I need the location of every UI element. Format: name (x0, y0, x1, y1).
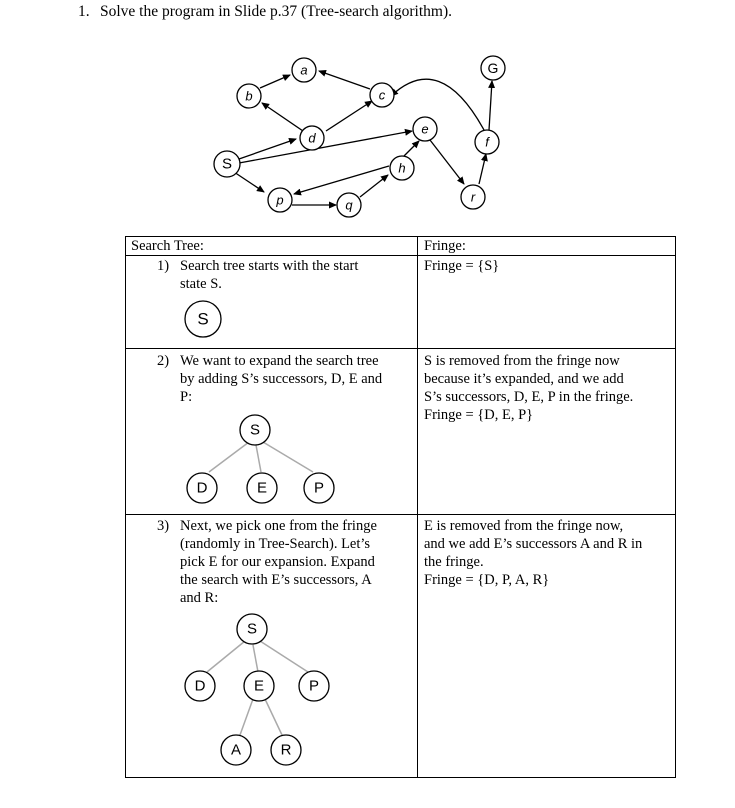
tree2-label-E: E (256, 479, 268, 497)
step-3-fringe: E is removed from the fringe now, and we add E’s successors A and R in the fringe. Fringe = {D, P, A, R} (424, 518, 643, 588)
edge-d-b (262, 103, 303, 131)
header-search-tree: Search Tree: (131, 238, 204, 254)
edge-q-h (360, 175, 388, 197)
step-3-number: 3) (157, 518, 170, 534)
tree2-label-P: P (313, 479, 325, 497)
step-2-fringe: S is removed from the fringe now because it’s expanded, and we add S’s successors, D, E, P in the fringe. Fringe = {D, E, P} (424, 353, 634, 423)
edge-e-r (430, 140, 464, 184)
node-S-label: S (221, 155, 233, 173)
step-2-text: We want to expand the search tree by adding S’s successors, D, E and P: (180, 353, 383, 405)
edge-c-a (319, 71, 370, 89)
node-f-label: f (485, 134, 489, 150)
tree2-label-D: D (196, 479, 208, 497)
step-1-text: Search tree starts with the start state S. (180, 258, 359, 292)
edge-S-p (234, 172, 264, 192)
tree3-edge-S-P (260, 641, 308, 672)
node-e-label: e (421, 121, 429, 137)
step-2-number: 2) (157, 353, 170, 369)
node-d-label: d (308, 130, 316, 146)
tree2-edge-S-E (256, 445, 261, 472)
tree2-edge-S-P (263, 442, 313, 472)
node-p-label: p (276, 192, 284, 208)
tree3-label-A: A (230, 741, 242, 759)
tree3-label-E: E (253, 677, 265, 695)
search-table (125, 236, 676, 778)
edge-f-G (489, 81, 492, 130)
tree3-edge-S-D (207, 641, 245, 672)
tree3-label-P: P (308, 677, 320, 695)
search-trees (125, 236, 676, 778)
node-b-label: b (245, 88, 253, 104)
tree3-label-R: R (280, 741, 292, 759)
tree2-label-S: S (249, 421, 261, 439)
header-fringe: Fringe: (424, 238, 466, 254)
node-h-label: h (398, 160, 406, 176)
edge-S-d (239, 139, 296, 159)
node-G-label: G (487, 60, 499, 76)
node-a-label: a (300, 62, 308, 78)
state-space-graph (0, 0, 735, 236)
edge-f-c (391, 79, 484, 130)
step-3-text: Next, we pick one from the fringe (randomly in Tree-Search). Let’s pick E for our expansion. Expand the search with E’s successors, A and R: (180, 518, 377, 606)
node-r-label: r (470, 189, 476, 205)
question-number: 1. (78, 3, 90, 20)
edge-b-a (260, 75, 290, 88)
tree2-edge-S-D (209, 442, 249, 472)
tree3-edge-S-E (253, 645, 258, 672)
tree3-label-D: D (194, 677, 206, 695)
tree3-edge-E-R (265, 699, 282, 735)
node-c-label: c (378, 87, 386, 103)
tree1-label-S: S (197, 309, 209, 329)
tree3-edge-E-A (240, 699, 253, 735)
step-1-number: 1) (157, 258, 170, 274)
edge-d-c (326, 101, 372, 131)
step-1-fringe: Fringe = {S} (424, 258, 500, 274)
question-text: Solve the program in Slide p.37 (Tree-search algorithm). (100, 3, 452, 20)
tree3-label-S: S (246, 620, 258, 638)
edge-S-e (239, 131, 412, 163)
edge-h-p (294, 166, 389, 194)
edge-r-f (479, 154, 486, 184)
node-q-label: q (345, 197, 353, 213)
edge-h-e (404, 141, 419, 156)
